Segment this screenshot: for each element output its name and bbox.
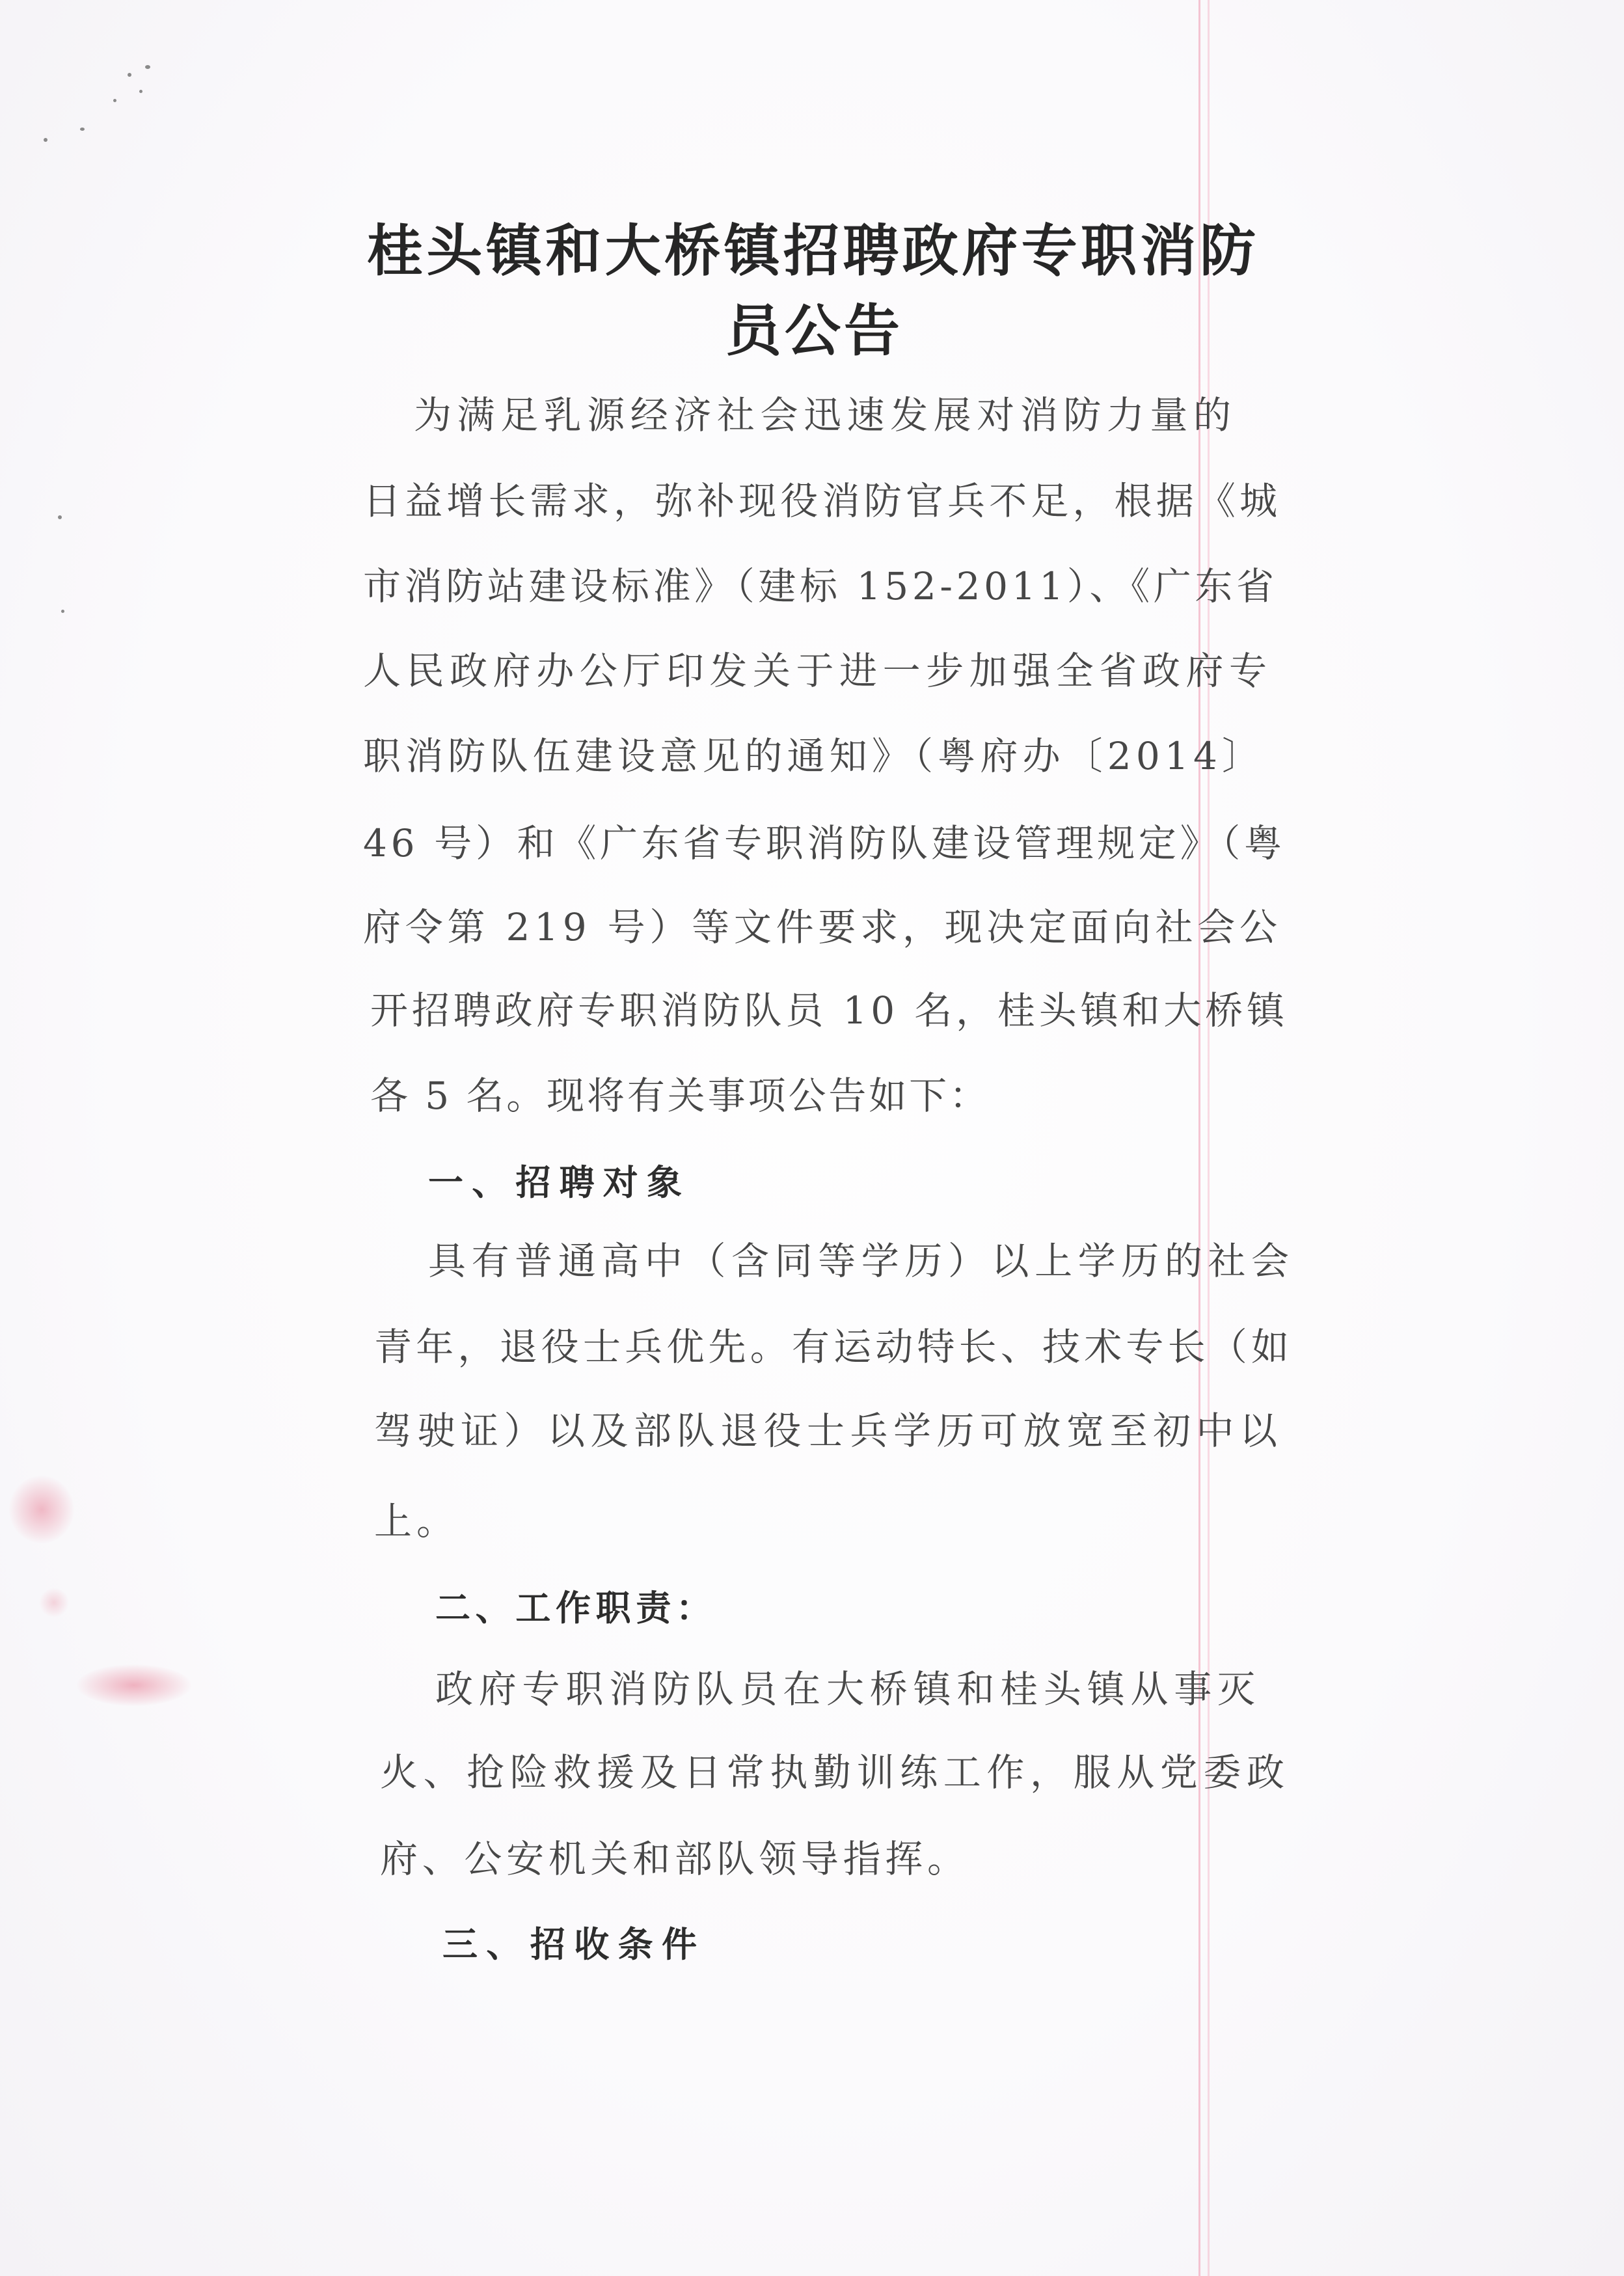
scan-speck (44, 138, 47, 142)
section-heading: 二、工作职责： (435, 1588, 716, 1629)
scan-speck (61, 610, 64, 613)
stamp-trace (9, 1476, 74, 1543)
stamp-trace (77, 1664, 191, 1706)
scan-speck (113, 99, 116, 102)
paragraph-line: 开招聘政府专职消防队员 10 名，桂头镇和大桥镇 (370, 988, 1288, 1033)
paragraph-line: 府令第 219 号）等文件要求，现决定面向社会公 (363, 905, 1282, 949)
document-title-line: 桂头镇和大桥镇招聘政府专职消防 (367, 218, 1260, 284)
section-heading: 三、招收条件 (442, 1924, 706, 1965)
paragraph-line: 日益增长需求，弥补现役消防官兵不足，根据《城 (363, 479, 1282, 523)
paragraph-line: 驾驶证）以及部队退役士兵学历可放宽至初中以 (374, 1409, 1283, 1453)
paragraph-line: 青年，退役士兵优先。有运动特长、技术专长（如 (374, 1325, 1293, 1369)
margin-rule-line (1208, 0, 1210, 2276)
paragraph-line: 人民政府办公厅印发关于进一步加强全省政府专 (363, 649, 1273, 693)
scan-speck (139, 90, 142, 93)
scan-speck (145, 65, 150, 69)
paragraph-line: 上。 (374, 1499, 459, 1543)
paragraph-line: 为满足乳源经济社会迅速发展对消防力量的 (414, 393, 1237, 437)
stamp-trace (39, 1588, 69, 1618)
margin-rule-line (1198, 0, 1200, 2276)
section-heading: 一、招聘对象 (428, 1162, 691, 1203)
document-title-line: 员公告 (725, 298, 903, 364)
paragraph-line: 市消防站建设标准》（建标 152-2011）、《广东省 (363, 564, 1278, 608)
scan-speck (128, 73, 131, 77)
paragraph-line: 具有普通高中（含同等学历）以上学历的社会 (428, 1239, 1295, 1283)
paragraph-line: 各 5 名。现将有关事项公告如下： (370, 1074, 990, 1118)
paragraph-line: 火、抢险救援及日常执勤训练工作，服从党委政 (380, 1750, 1290, 1795)
scan-speck (58, 515, 62, 519)
paragraph-line: 府、公安机关和部队领导指挥。 (380, 1837, 969, 1881)
paragraph-line: 职消防队伍建设意见的通知》（粤府办〔2014〕 (363, 734, 1265, 778)
scan-speck (80, 128, 85, 131)
paragraph-line: 46 号）和《广东省专职消防队建设管理规定》（粤 (363, 821, 1286, 865)
paragraph-line: 政府专职消防队员在大桥镇和桂头镇从事灭 (435, 1667, 1261, 1711)
